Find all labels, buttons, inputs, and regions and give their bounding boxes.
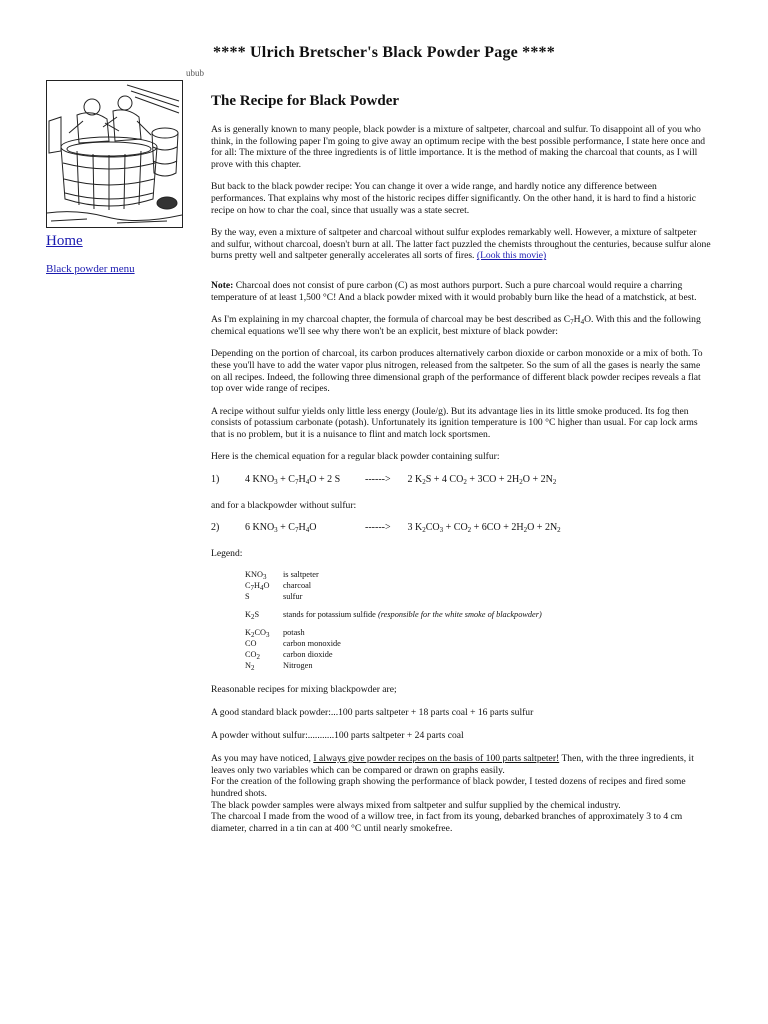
equation-2-arrow: ------> [365, 522, 391, 534]
legend-row [245, 570, 547, 581]
formula-sub-4: 4 [580, 318, 585, 327]
look-this-movie-link[interactable]: (Look this movie) [476, 250, 547, 262]
legend-symbol: $CO_2$ [245, 650, 261, 662]
basis-text-b: Then, with the three ingredients, it leaves only two variables which can be compared or drawn on graphs easily. [211, 753, 694, 776]
legend-symbol: $KNO_3$ [245, 570, 267, 582]
paragraph-note [211, 280, 711, 303]
paragraph-basis [211, 753, 711, 776]
paragraph-samples: The black powder samples were always mixed from saltpeter and sulfur supplied by the chemical industry. [211, 799, 621, 811]
recipe-standard [211, 707, 711, 719]
paragraph-graph-creation: For the creation of the following graph showing the performance of black powder, I tested dozens of recipes and fired some hundred shots. [211, 776, 686, 799]
legend-symbol: S [245, 592, 250, 602]
legend-desc-main: stands for potassium sulfide [283, 610, 376, 620]
equation-2-number: 2) [211, 522, 220, 534]
legend-row [245, 610, 547, 621]
equation-1 [211, 474, 711, 486]
paragraph-recipe-range: But back to the black powder recipe: You can change it over a wide range, and hardly notice any difference between performances. That explains why most of the historic recipes differ significantly. On the other hand, it is hard to find a historic recipe on how to char the coal, since that usually was a state secret. [211, 181, 696, 216]
legend-desc: carbon monoxide [283, 639, 341, 649]
paragraph-carbon: Depending on the portion of charcoal, its carbon produces alternatively carbon dioxide or carbon monoxide or a mix of both. To these you'll have to add the water vapor plus nitrogen, released from the saltpeter. So the sum of all the gases is nearly the same on all recipes. Indeed, the following three dimensional graph of the performance of different black powder recipes reveals a flat top over wide range of recipes. [211, 348, 703, 395]
paragraph-no-sulfur: A recipe without sulfur yields only little less energy (Joule/g). But its advantage lies in its little smoke produced. Its fog then consists of potassium carbonate (potash). Unfortunately its ignition temperature is 100 °C higher than usual. For cap lock arms that is no problem, but it is a nuisance to flint and match lock sportsmen. [211, 405, 698, 440]
equation-2-products: 3 $K_2CO_3 + CO_2 + 6CO + 2H_2O + 2N_2$ [405, 522, 561, 535]
article [211, 92, 711, 834]
note-label: Note: [211, 279, 234, 291]
paragraph-intro: As is generally known to many people, black powder is a mixture of saltpeter, charcoal and sulfur. To disappoint all of you who think, in the following paper I'm going to give away an optimum recipe with the best possible performance, I state here once and for all: The mixture of the three ingredients is of little importance. It is the method of making the charcoal that counts, as I will prove with this chapter. [211, 124, 706, 170]
legend-row [245, 650, 547, 661]
legend-symbol: CO [245, 639, 257, 649]
equation-1-arrow: ------> [365, 474, 391, 486]
legend-symbol: $C_7H_4O$ [245, 581, 270, 593]
note-text: Charcoal does not consist of pure carbon (C) as most authors purport. Such a pure charcoal would require a charring temperature of at least 1,500 °C! And a black powder mixed with it would probably burn like the head of a matchstick, at best. [211, 279, 697, 303]
recipe-no-sulfur-value: 100 parts saltpeter + 24 parts coal [334, 729, 464, 741]
paragraph-reasonable-recipes: Reasonable recipes for mixing blackpowder are; [211, 684, 397, 696]
woodcut-illustration [46, 80, 183, 228]
formula-text-a: As I'm explaining in my charcoal chapter, the formula of charcoal may be best described as C [211, 314, 571, 326]
legend-desc [283, 610, 547, 621]
recipe-standard-label: A good standard black powder: [211, 707, 331, 719]
legend-label: Legend: [211, 547, 243, 559]
recipe-standard-dots: ... [330, 707, 339, 719]
basis-underlined: I always give powder recipes on the basis of 100 parts saltpeter! [313, 753, 560, 765]
legend-desc-note: (responsible for the white smoke of blackpowder) [377, 610, 542, 620]
legend-desc: potash [283, 628, 305, 638]
home-link[interactable]: Home [46, 233, 83, 249]
formula-text-b: H [573, 314, 581, 326]
woodcut-drawing [47, 81, 182, 227]
equation-1-reactants: 4 $KNO_3 + C_7H_4O + 2$ S [245, 474, 341, 487]
paragraph-willow: The charcoal I made from the wood of a willow tree, in fact from its young, debarked branches of approximately 3 to 4 cm diameter, charred in a tin can at 400 °C until nearly smokefree. [211, 811, 683, 834]
legend-symbol: $K_2CO_3$ [245, 628, 270, 640]
black-powder-menu-link[interactable]: Black powder menu [46, 263, 135, 275]
legend-desc: carbon dioxide [283, 650, 333, 660]
legend-row [245, 639, 547, 650]
equation-1-products: 2 $K_2S + 4$ $CO_2 + 3CO + 2H_2O + 2N_2$ [405, 474, 557, 487]
basis-text-a: As you may have noticed, [211, 753, 314, 765]
recipes-block [211, 707, 711, 741]
equation-2-reactants: 6 $KNO_3 + C_7H_4O$ [245, 522, 317, 535]
paragraph-sulfur-text: By the way, even a mixture of saltpeter and charcoal without sulfur explodes remarkably well. However, a mixture of saltpeter and sulfur, without charcoal, doesn't burn at all. The latter fact puzzled the chemists throughout the centuries, because sulfur alone burns pretty well and saltpeter generally accelerates all sorts of fires. [211, 227, 711, 262]
formula-text-c: O. With this and the following chemical equations we'll see why there won't be an explicit, best mixture of black powder: [211, 314, 701, 337]
legend-desc: charcoal [283, 581, 312, 591]
legend-symbol: $N_2$ [245, 661, 255, 673]
ubub-label: ubub [186, 68, 204, 78]
legend-desc: sulfur [283, 592, 303, 602]
legend-row [245, 592, 547, 603]
paragraph-equation-intro: Here is the chemical equation for a regular black powder containing sulfur: [211, 451, 500, 463]
recipe-standard-value: 100 parts saltpeter + 18 parts coal + 16 parts sulfur [338, 707, 534, 719]
recipe-no-sulfur [211, 730, 711, 742]
legend-desc: Nitrogen [283, 661, 313, 671]
article-heading: The Recipe for Black Powder [211, 93, 400, 109]
legend-table [245, 570, 547, 672]
page-title: **** Ulrich Bretscher's Black Powder Page **** [213, 44, 555, 61]
recipe-no-sulfur-dots: ........... [307, 729, 335, 741]
paragraph-equation2-intro: and for a blackpowder without sulfur: [211, 499, 357, 511]
legend-row [245, 661, 547, 672]
legend-symbol: $K_2S$ [245, 610, 260, 622]
legend-desc: is saltpeter [283, 570, 319, 580]
legend-row [245, 581, 547, 592]
equation-1-number: 1) [211, 474, 220, 486]
paragraph-charcoal-formula [211, 314, 711, 337]
recipe-no-sulfur-label: A powder without sulfur: [211, 729, 308, 741]
legend-row [245, 628, 547, 639]
equation-2 [211, 522, 711, 534]
formula-sub-7: 7 [570, 318, 574, 327]
paragraph-sulfur [211, 227, 711, 262]
